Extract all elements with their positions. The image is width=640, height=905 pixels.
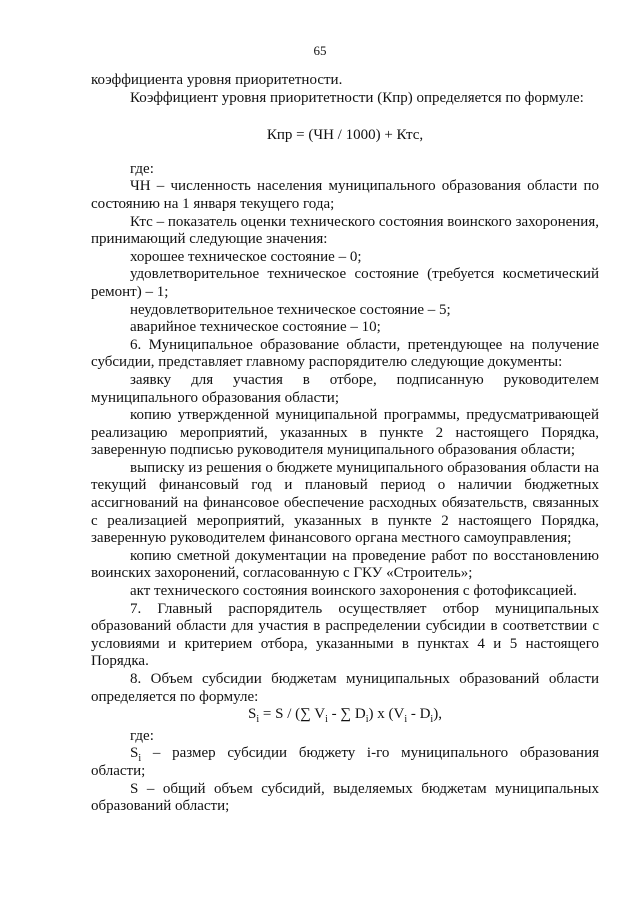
formula-subscript: i xyxy=(430,714,434,726)
list-item: удовлетворительное техническое состояние (требуется косметический ремонт) – 1; xyxy=(91,266,599,300)
formula-part: - D xyxy=(407,706,431,723)
paragraph: где: xyxy=(130,727,154,744)
formula-subscript: i xyxy=(325,714,328,726)
paragraph: 7. Главный распорядитель осуществляет отбор муниципальных образований области для участия в распределении субсидии в соответствии с условиями и критерием отбора, указанными в пунктах 4 и 5 настоящего Порядка. xyxy=(91,600,599,670)
formula-part: ) x (V xyxy=(368,706,405,723)
document-body xyxy=(91,72,599,816)
paragraph: коэффициента уровня приоритетности. xyxy=(91,72,343,88)
formula-part: - ∑ D xyxy=(327,706,366,723)
definition-text: – размер субсидии бюджету i-го муниципального образования области; xyxy=(91,745,599,779)
formula-part: S xyxy=(248,706,257,723)
list-item: копию сметной документации на проведение работ по восстановлению воинских захоронений, согласованную с ГКУ «Строитель»; xyxy=(91,547,599,582)
formula-kpr: Кпр = (ЧН / 1000) + Ктс, xyxy=(266,127,424,144)
list-item: акт технического состояния воинского захоронения с фотофиксацией. xyxy=(130,583,577,600)
definition-subscript: i xyxy=(138,753,142,765)
formula-part: ), xyxy=(433,706,442,723)
paragraph: S – общий объем субсидий, выделяемых бюджетам муниципальных образований области; xyxy=(91,780,599,815)
list-item: копию утвержденной муниципальной программы, предусматривающей реализацию мероприятий, указанных в пункте 2 настоящего Порядка, заверенную подписью руководителя муниципального образования области; xyxy=(91,407,599,459)
definition-si xyxy=(91,745,599,780)
formula-si xyxy=(91,706,599,724)
page-number: 65 xyxy=(313,43,327,58)
paragraph: 6. Муниципальное образование области, претендующее на получение субсидии, представляет главному распорядителю следующие документы: xyxy=(91,336,599,371)
list-item: заявку для участия в отборе, подписанную руководителем муниципального образования области; xyxy=(91,371,599,406)
paragraph: Коэффициент уровня приоритетности (Кпр) определяется по формуле: xyxy=(130,89,584,106)
formula-subscript: i xyxy=(256,714,260,726)
paragraph: где: xyxy=(130,160,154,177)
paragraph: Ктс – показатель оценки технического состояния воинского захоронения, принимающий следующие значения: xyxy=(91,213,599,248)
list-item: выписку из решения о бюджете муниципального образования области на текущий финансовый год и плановый период о наличии бюджетных ассигнований на финансовое обеспечение расходных обязательств, связанных с реализацией мероприятий, указанных в пункте 2 настоящего Порядка, заверенную руководителем финансового органа местного самоуправления; xyxy=(91,459,599,547)
list-item: хорошее техническое состояние – 0; xyxy=(130,248,362,265)
paragraph: ЧН – численность населения муниципального образования области по состоянию на 1 января текущего года; xyxy=(91,178,599,212)
formula-subscript: i xyxy=(365,714,369,726)
paragraph: 8. Объем субсидии бюджетам муниципальных образований области определяется по формуле: xyxy=(91,671,599,705)
list-item: аварийное техническое состояние – 10; xyxy=(130,319,381,336)
list-item: неудовлетворительное техническое состояние – 5; xyxy=(130,301,451,318)
definition-symbol: S xyxy=(130,745,139,762)
formula-subscript: i xyxy=(404,714,408,726)
formula-part: = S / (∑ V xyxy=(259,706,326,723)
